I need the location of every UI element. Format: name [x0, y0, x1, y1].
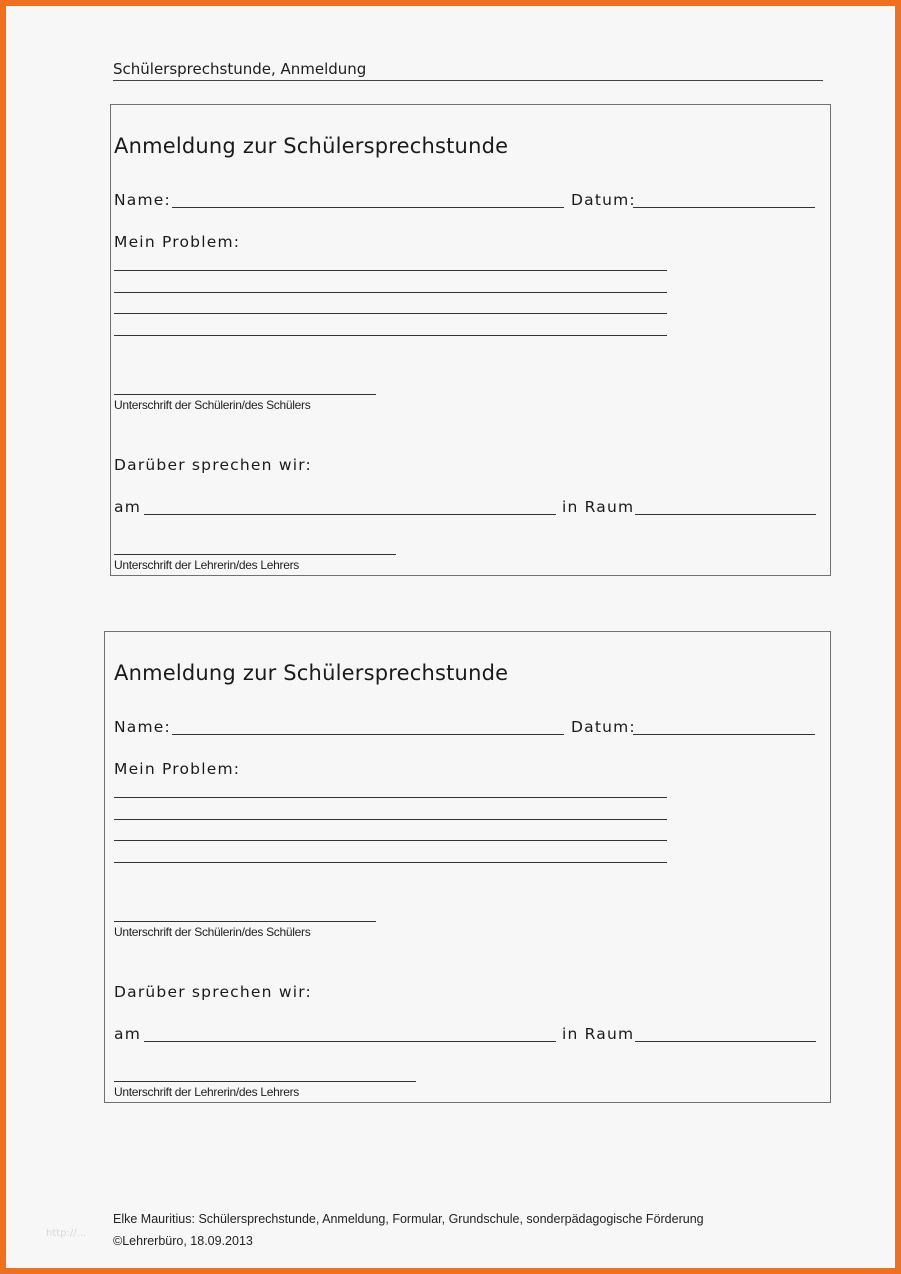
- problem-label: Mein Problem:: [114, 233, 241, 251]
- student-signature-field[interactable]: [114, 921, 376, 922]
- watermark: http://...: [46, 1228, 87, 1239]
- page-header: Schülersprechstunde, Anmeldung: [113, 60, 823, 81]
- on-label: am: [114, 498, 141, 516]
- problem-line-2[interactable]: [114, 292, 667, 293]
- on-label: am: [114, 1025, 141, 1043]
- problem-label: Mein Problem:: [114, 760, 241, 778]
- discuss-label: Darüber sprechen wir:: [114, 456, 312, 474]
- teacher-signature-caption: Unterschrift der Lehrerin/des Lehrers: [114, 1085, 299, 1099]
- appointment-date-field[interactable]: [144, 1041, 556, 1042]
- discuss-label: Darüber sprechen wir:: [114, 983, 312, 1001]
- date-label: Datum:: [571, 191, 636, 209]
- student-signature-caption: Unterschrift der Schülerin/des Schülers: [114, 398, 311, 412]
- room-field[interactable]: [635, 1041, 816, 1042]
- room-label: in Raum: [562, 1025, 635, 1043]
- problem-line-3[interactable]: [114, 840, 667, 841]
- footer-credit: Elke Mauritius: Schülersprechstunde, Anmeldung, Formular, Grundschule, sonderpädagogische Förderung: [113, 1212, 704, 1226]
- footer-copyright: ©Lehrerbüro, 18.09.2013: [113, 1234, 253, 1248]
- name-label: Name:: [114, 191, 171, 209]
- registration-form-2: [104, 631, 831, 1103]
- form-title: Anmeldung zur Schülersprechstunde: [114, 134, 509, 158]
- problem-line-4[interactable]: [114, 862, 667, 863]
- name-field[interactable]: [172, 734, 564, 735]
- problem-line-3[interactable]: [114, 313, 667, 314]
- problem-line-1[interactable]: [114, 797, 667, 798]
- problem-line-4[interactable]: [114, 335, 667, 336]
- form-title: Anmeldung zur Schülersprechstunde: [114, 661, 509, 685]
- name-label: Name:: [114, 718, 171, 736]
- name-field[interactable]: [172, 207, 564, 208]
- room-label: in Raum: [562, 498, 635, 516]
- teacher-signature-field[interactable]: [114, 554, 396, 555]
- date-label: Datum:: [571, 718, 636, 736]
- registration-form-1: [110, 104, 831, 576]
- appointment-date-field[interactable]: [144, 514, 556, 515]
- problem-line-2[interactable]: [114, 819, 667, 820]
- room-field[interactable]: [635, 514, 816, 515]
- student-signature-caption: Unterschrift der Schülerin/des Schülers: [114, 925, 311, 939]
- date-field[interactable]: [633, 734, 815, 735]
- student-signature-field[interactable]: [114, 394, 376, 395]
- teacher-signature-field[interactable]: [114, 1081, 416, 1082]
- date-field[interactable]: [633, 207, 815, 208]
- problem-line-1[interactable]: [114, 270, 667, 271]
- teacher-signature-caption: Unterschrift der Lehrerin/des Lehrers: [114, 558, 299, 572]
